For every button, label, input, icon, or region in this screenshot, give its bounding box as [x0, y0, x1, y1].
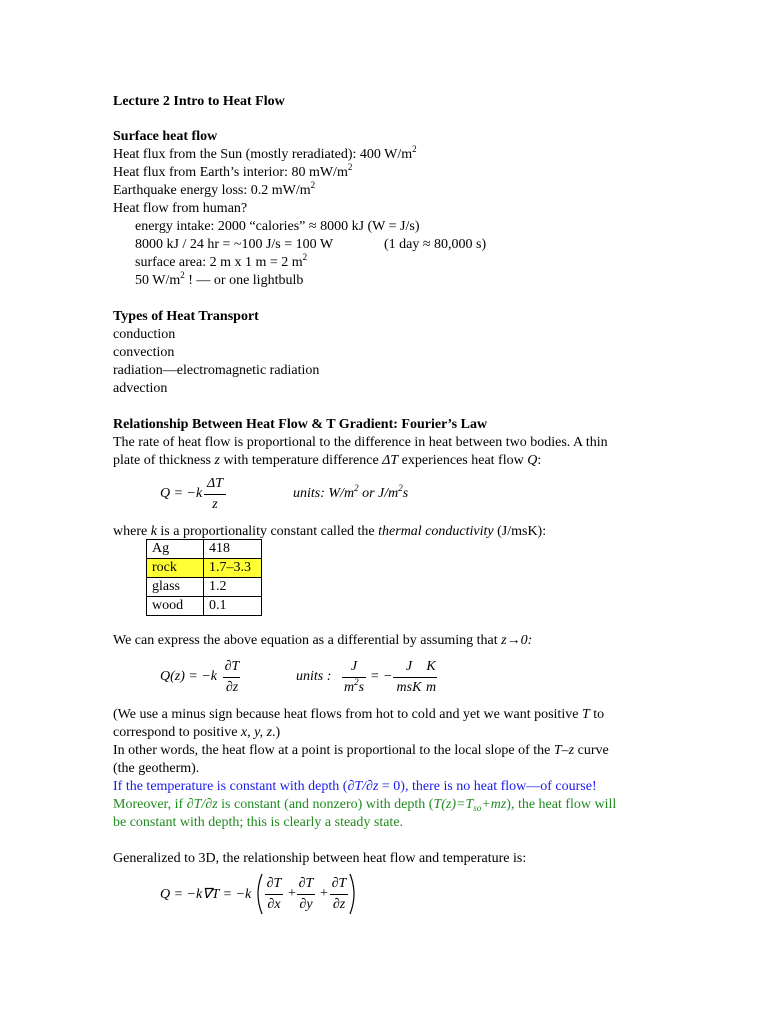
value-cell: 1.2 [204, 578, 262, 597]
transport-item: advection [113, 381, 168, 396]
transport-heading: Types of Heat Transport [113, 309, 259, 324]
fourier-paragraph-line1: The rate of heat flow is proportional to the difference in heat between two bodies. A thin [113, 435, 608, 450]
minus-sign-line2: correspond to positive x, y, z.) [113, 725, 281, 740]
generalized-text: Generalized to 3D, the relationship between heat flow and temperature is: [113, 851, 527, 866]
human-question: Heat flow from human? [113, 201, 248, 216]
power-line: 8000 kJ / 24 hr = ~100 J/s = 100 W [135, 237, 334, 252]
value-cell: 418 [204, 540, 262, 559]
fourier-paragraph-line2: plate of thickness z with temperature difference ΔT experiences heat flow Q: [113, 453, 542, 468]
conductivity-table [146, 539, 262, 616]
surface-area-line: surface area: 2 m x 1 m = 2 $m^2$ [135, 252, 308, 270]
transport-item: radiation—electromagnetic radiation [113, 363, 320, 378]
value-cell: 1.7–3.3 [204, 559, 262, 578]
left-paren [252, 872, 264, 916]
table-row [147, 578, 262, 597]
value-cell: 0.1 [204, 597, 262, 616]
differential-intro: We can express the above equation as a differential by assuming that z→0: [113, 633, 533, 648]
lightbulb-line: 50 $W/m^2$ ! — or one lightbulb [135, 270, 304, 288]
slope-line2: (the geotherm). [113, 761, 200, 776]
table-row [147, 540, 262, 559]
page-title: Lecture 2 Intro to Heat Flow [113, 94, 285, 109]
day-seconds-note: (1 day ≈ 80,000 s) [384, 237, 487, 252]
steady-state-line1: Moreover, if ∂T/∂z is constant (and nonzero) with depth $(T(z)=T_{so}+mz)$, the heat flow will [113, 797, 617, 813]
no-heat-flow-note: If the temperature is constant with depth (∂T/∂z = 0), there is no heat flow—of course! [113, 779, 597, 794]
right-paren [348, 872, 360, 916]
material-cell: rock [147, 559, 204, 578]
slope-line1: In other words, the heat flow at a point is proportional to the local slope of the T–z curve [113, 743, 609, 758]
earth-flux-line: Heat flux from Earth’s interior: 80 $mW/m^2$ [113, 162, 353, 180]
quake-loss-line: Earthquake energy loss: 0.2 $mW/m^2$ [113, 180, 316, 198]
energy-intake-line: energy intake: 2000 “calories” ≈ 8000 kJ (W = J/s) [135, 219, 420, 234]
table-row [147, 597, 262, 616]
transport-item: convection [113, 345, 175, 360]
where-k-line: where k is a proportionality constant called the thermal conductivity (J/msK): [113, 524, 547, 539]
minus-sign-line1: (We use a minus sign because heat flows from hot to cold and yet we want positive T to [113, 707, 605, 722]
material-cell: Ag [147, 540, 204, 559]
material-cell: glass [147, 578, 204, 597]
fourier-heading: Relationship Between Heat Flow & T Gradient: Fourier’s Law [113, 417, 488, 432]
transport-item: conduction [113, 327, 176, 342]
surface-heading: Surface heat flow [113, 129, 218, 144]
steady-state-line2: be constant with depth; this is clearly a steady state. [113, 815, 404, 830]
table-row [147, 559, 262, 578]
material-cell: wood [147, 597, 204, 616]
sun-flux-line: Heat flux from the Sun (mostly reradiated): 400 $W/m^2$ [113, 144, 417, 162]
